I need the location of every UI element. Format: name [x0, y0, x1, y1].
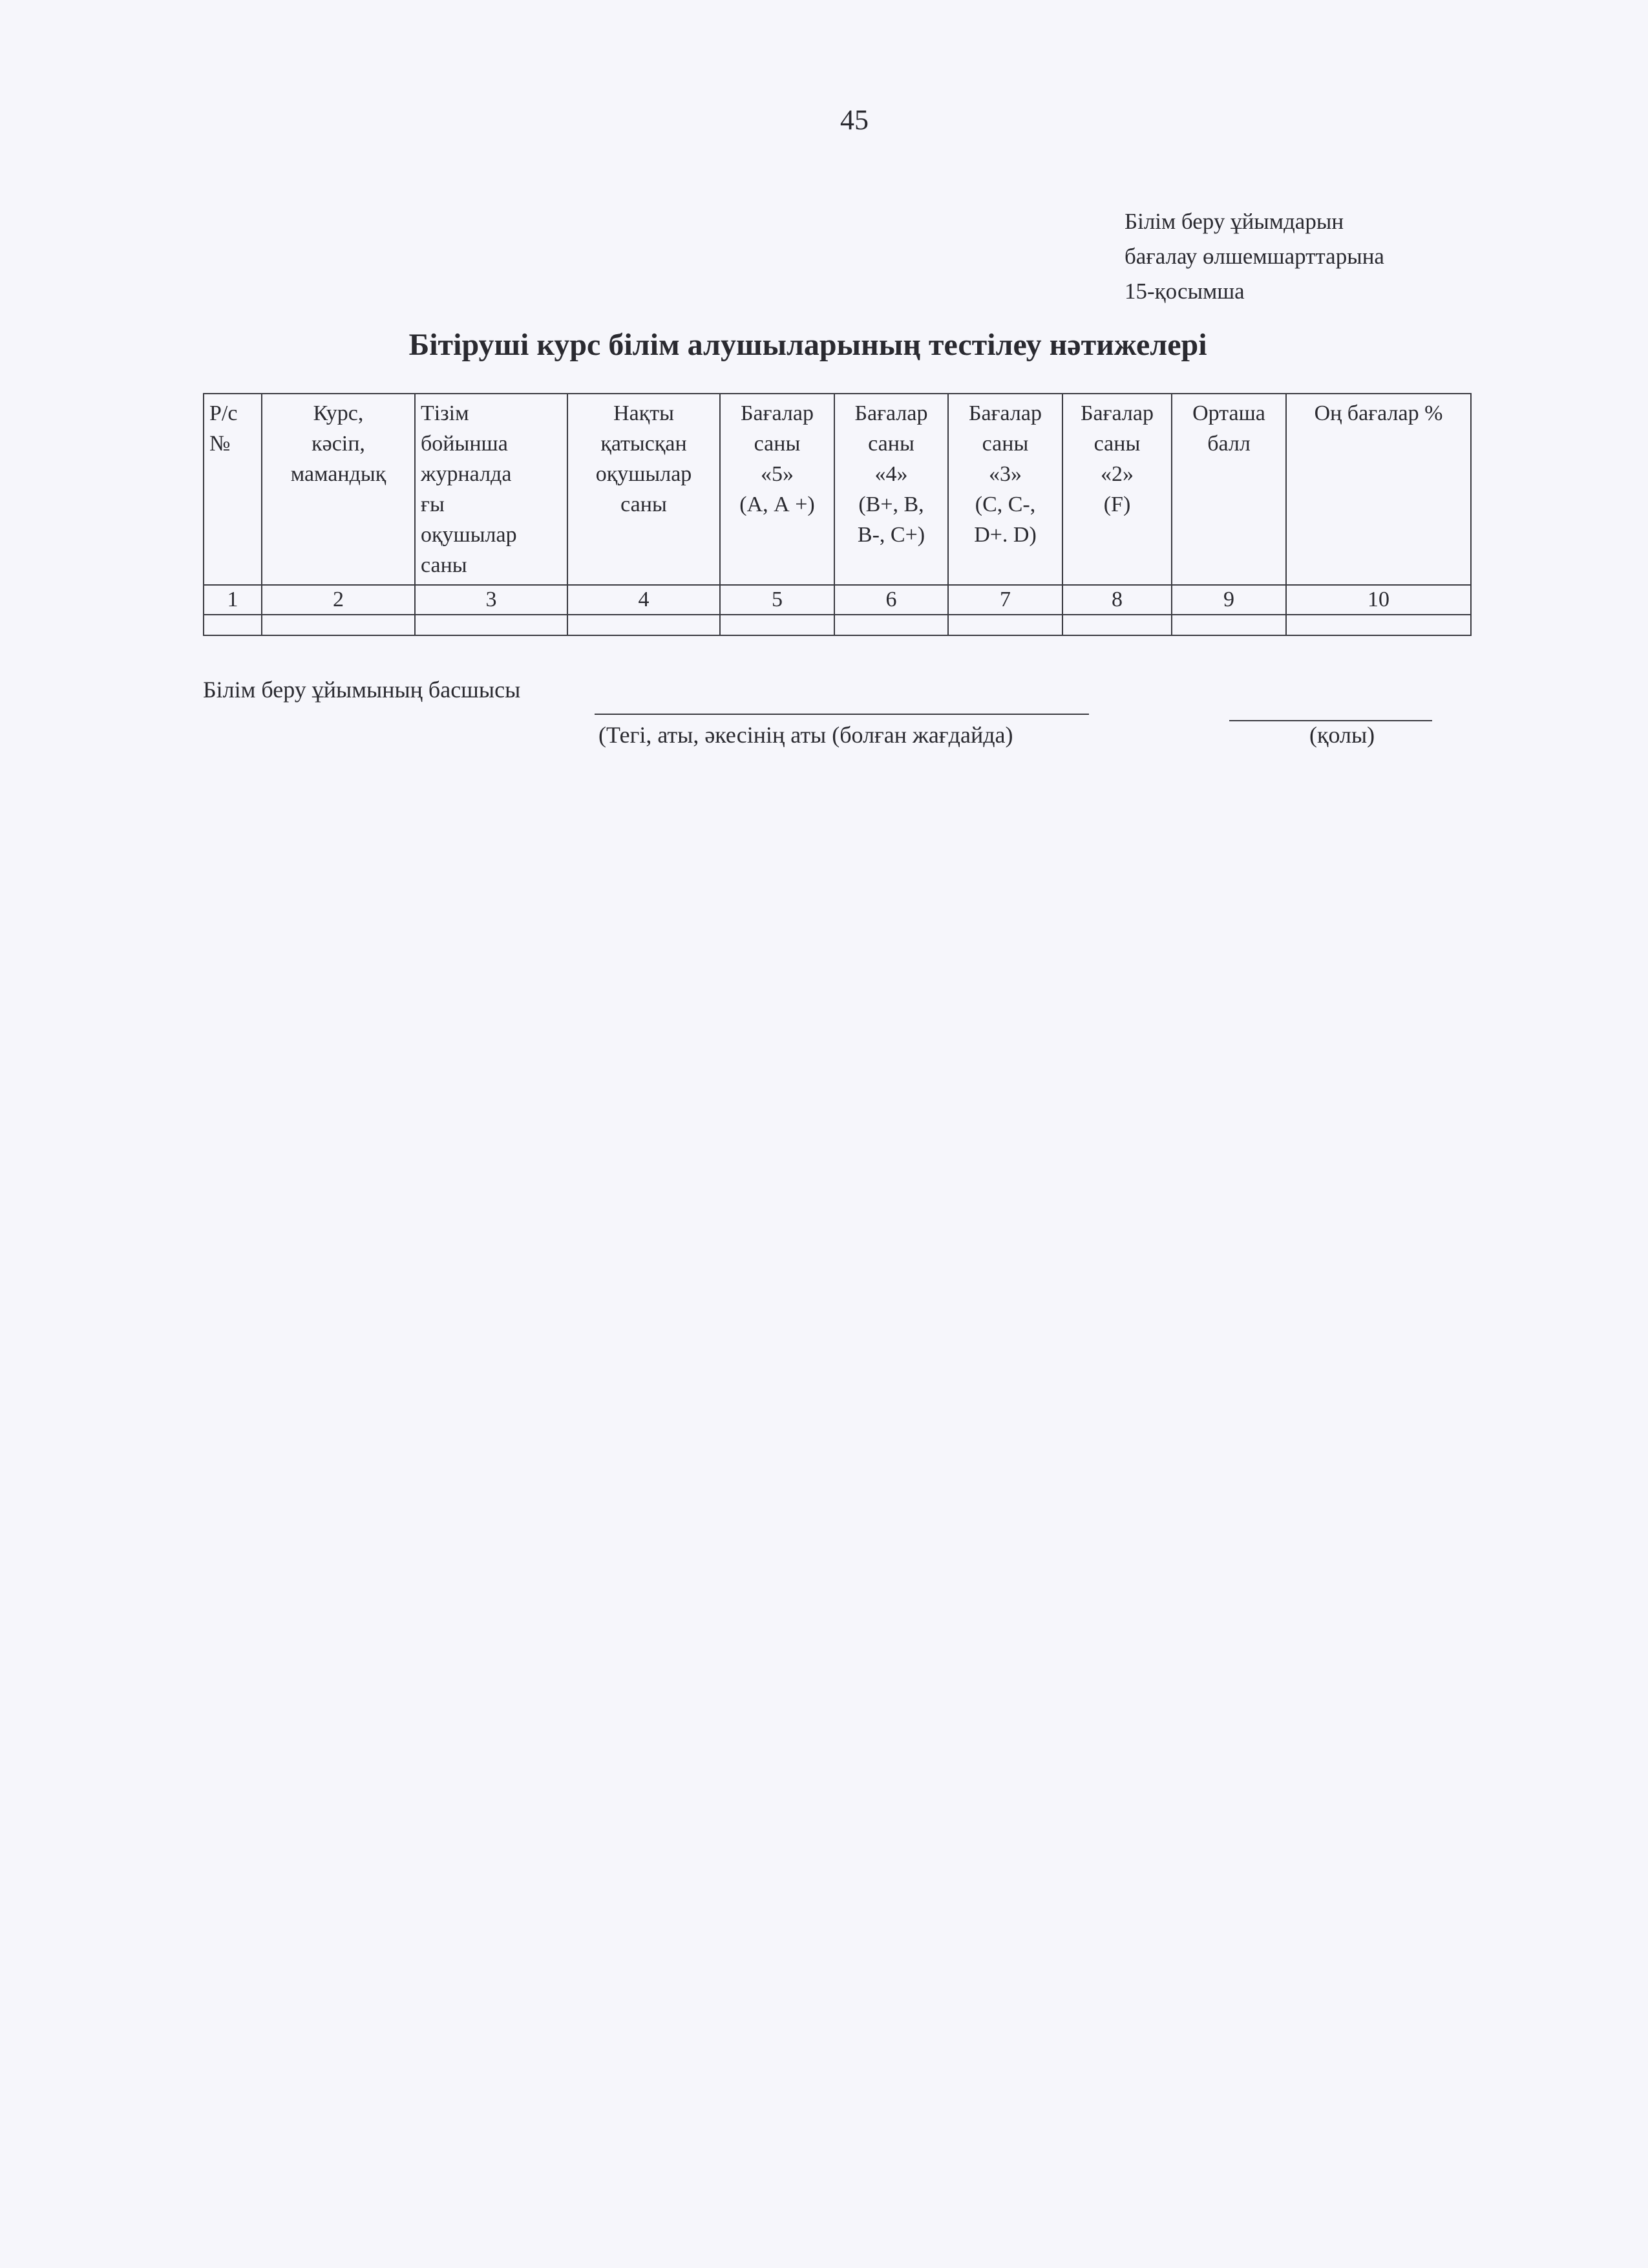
empty-cell [204, 615, 262, 635]
column-number: 2 [262, 585, 415, 615]
header-cell-grade-2: Бағалар саны «2» (F) [1062, 394, 1172, 585]
empty-cell [948, 615, 1062, 635]
column-number: 8 [1062, 585, 1172, 615]
header-cell-course: Курс, кәсіп, мамандық [262, 394, 415, 585]
empty-cell [415, 615, 567, 635]
annex-line-3: 15-қосымша [1125, 279, 1245, 304]
results-table [203, 393, 1472, 636]
empty-cell [1062, 615, 1172, 635]
column-number: 9 [1172, 585, 1286, 615]
column-number-row [204, 585, 1471, 615]
empty-cell [567, 615, 720, 635]
name-signature-line [595, 714, 1089, 715]
page-number: 45 [840, 104, 869, 136]
column-number: 7 [948, 585, 1062, 615]
name-caption: (Тегі, аты, әкесінің аты (болған жағдайда) [598, 722, 1013, 748]
annex-line-2: бағалау өлшемшарттарына [1125, 244, 1384, 269]
empty-data-row [204, 615, 1471, 635]
signature-label: Білім беру ұйымының басшысы [203, 677, 521, 703]
header-cell-average: Орташа балл [1172, 394, 1286, 585]
empty-cell [1172, 615, 1286, 635]
header-cell-grade-4: Бағалар саны «4» (В+, В, В-, С+) [834, 394, 948, 585]
annex-note [1125, 204, 1384, 309]
empty-cell [1286, 615, 1471, 635]
header-cell-participated: Нақты қатысқан оқушылар саны [567, 394, 720, 585]
annex-line-1: Білім беру ұйымдарын [1125, 209, 1344, 234]
empty-cell [834, 615, 948, 635]
column-number: 6 [834, 585, 948, 615]
empty-cell [262, 615, 415, 635]
column-number: 3 [415, 585, 567, 615]
document-title: Бітіруші курс білім алушыларының тестілеу нәтижелері [408, 328, 1207, 362]
column-number: 1 [204, 585, 262, 615]
empty-cell [720, 615, 834, 635]
header-row [204, 394, 1471, 585]
column-number: 10 [1286, 585, 1471, 615]
header-cell-grade-3: Бағалар саны «3» (С, С-, D+. D) [948, 394, 1062, 585]
column-number: 5 [720, 585, 834, 615]
header-cell-row-number: Р/с № [204, 394, 262, 585]
header-cell-grade-5: Бағалар саны «5» (А, А +) [720, 394, 834, 585]
header-cell-enrolled: Тізім бойынша журналда ғы оқушылар саны [415, 394, 567, 585]
header-cell-positive-percent: Оң бағалар % [1286, 394, 1471, 585]
signature-caption: (қолы) [1309, 722, 1375, 748]
column-number: 4 [567, 585, 720, 615]
